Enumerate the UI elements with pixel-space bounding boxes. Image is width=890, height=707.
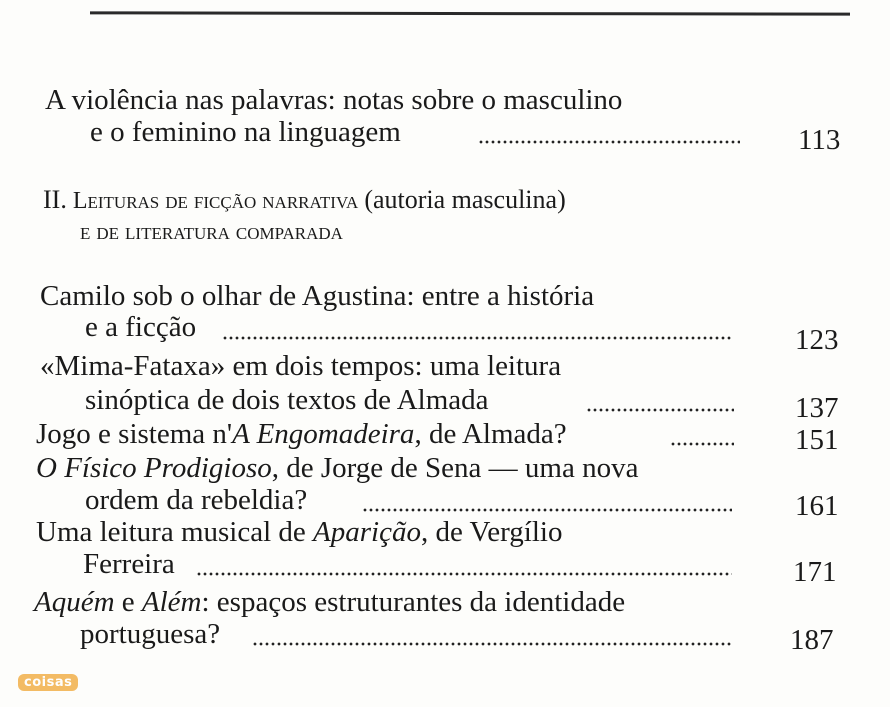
watermark-logo: coisas — [18, 674, 78, 691]
title-italic: O Físico Prodigioso — [36, 452, 272, 484]
section-heading — [43, 186, 566, 215]
entry-title-line: Camilo sob o olhar de Agustina: entre a história — [40, 280, 595, 312]
dot-leader — [362, 508, 732, 512]
title-text: e — [114, 586, 142, 618]
entry-title-line: portuguesa? — [80, 618, 221, 650]
title-italic: Aquém — [34, 586, 115, 618]
dot-leader — [252, 642, 732, 646]
dot-leader — [478, 140, 740, 144]
dot-leader — [222, 336, 732, 340]
dot-leader — [586, 408, 734, 412]
entry-title-line: Ferreira — [83, 548, 175, 580]
entry-title-line: e a ficção — [85, 311, 197, 343]
entry-title-line — [36, 452, 638, 484]
title-text: , de Jorge de Sena — uma nova — [271, 452, 639, 484]
entry-title-line: «Mima-Fataxa» em dois tempos: uma leitura — [40, 350, 562, 382]
title-italic: Além — [141, 586, 202, 618]
entry-title-line — [34, 586, 625, 618]
title-text: , de Almada? — [414, 418, 567, 450]
title-italic: Aparição — [313, 516, 421, 548]
entry-title-line: ordem da rebeldia? — [85, 484, 308, 516]
title-text: : espaços estruturantes da identidade — [201, 586, 626, 618]
page-number: 171 — [793, 556, 837, 588]
dot-leader — [670, 442, 734, 446]
title-italic: A Engomadeira — [232, 418, 415, 450]
section-heading-line2: e de literatura comparada — [80, 219, 343, 245]
title-text: , de Vergílio — [420, 516, 563, 548]
page-number: 151 — [795, 424, 839, 456]
entry-title-line: sinóptica de dois textos de Almada — [85, 384, 489, 416]
title-text: Uma leitura musical de — [36, 516, 314, 548]
entry-title-line: e o feminino na linguagem — [90, 116, 401, 148]
page-number: 123 — [795, 324, 839, 356]
entry-title-line — [36, 516, 562, 548]
dot-leader — [196, 572, 732, 576]
page-number: 113 — [798, 124, 841, 156]
section-title: Leituras de ficção narrativa — [72, 188, 359, 214]
section-subtitle: (autoria masculina) — [364, 185, 566, 214]
page-number: 161 — [795, 490, 839, 522]
section-number: II. — [43, 185, 67, 214]
entry-title-line — [36, 418, 567, 450]
entry-title-line: A violência nas palavras: notas sobre o masculino — [45, 84, 623, 116]
page-number: 187 — [790, 624, 834, 656]
page-number: 137 — [795, 392, 839, 424]
title-text: Jogo e sistema n' — [36, 418, 233, 450]
